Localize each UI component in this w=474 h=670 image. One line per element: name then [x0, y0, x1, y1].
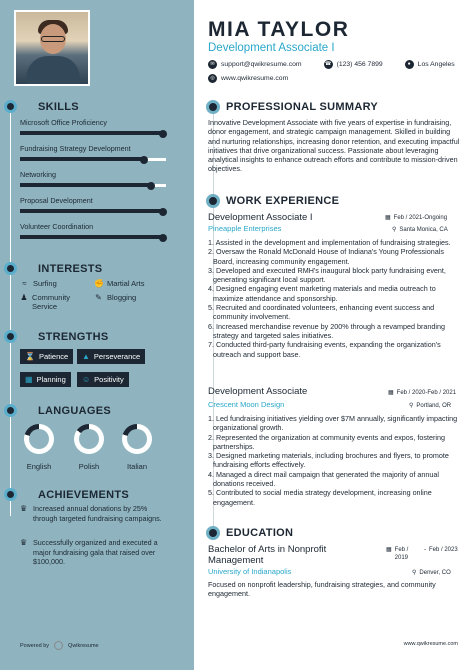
job-bullet: 1. Assisted in the development and implementation of fundraising strategies. — [208, 238, 451, 247]
skill-label: Fundraising Strategy Development — [20, 144, 131, 153]
skills-heading: SKILLS — [38, 101, 79, 113]
calendar-icon: ▦ — [385, 215, 391, 221]
blogging-icon: ✎ — [95, 293, 102, 302]
job-dates — [388, 389, 456, 396]
trophy-icon: ♛ — [20, 538, 28, 547]
language-ring — [24, 424, 54, 454]
job-bullet: 2. Represented the organization at community events and expos, fostering partnerships. — [208, 432, 445, 451]
job-bullet: 4. Designed engaging event marketing materials and media outreach to maximize attendance and sponsorship. — [208, 284, 436, 303]
interests-section-dot — [4, 262, 17, 275]
edu-end — [424, 546, 458, 554]
strength-label: Planning — [36, 375, 66, 384]
experience-heading: WORK EXPERIENCE — [226, 195, 340, 207]
degree-title: Bachelor of Arts in Nonprofit Management — [208, 544, 327, 566]
edu-end-text: Feb / 2023 — [429, 547, 458, 553]
job-location — [409, 402, 451, 409]
education-heading: EDUCATION — [226, 527, 294, 539]
skill-bar — [20, 210, 166, 213]
profile-photo — [14, 10, 90, 86]
achievements-heading: ACHIEVEMENTS — [38, 489, 129, 501]
interest-label: Martial Arts — [107, 279, 145, 288]
job-bullet: 3. Designed marketing materials, including brochures and flyers, to promote fundraising efforts effectively. — [208, 451, 449, 470]
qwikresume-logo-icon — [54, 641, 63, 650]
website-text[interactable]: www.qwikresume.com — [221, 75, 289, 82]
location-pin-icon: ⚲ — [392, 227, 397, 233]
job-bullets — [208, 238, 463, 359]
contact-line-1 — [208, 60, 455, 69]
interest-item — [94, 279, 145, 288]
email-icon: ✉ — [208, 60, 217, 69]
education-description: Focused on nonprofit leadership, fundraising strategies, and community engagement. — [208, 580, 436, 599]
contact-line-2 — [208, 74, 288, 83]
achievements-section-dot — [4, 488, 17, 501]
job-location-text: Santa Monica, CA — [399, 226, 448, 233]
calendar-icon: ▦ — [386, 547, 392, 553]
powered-by-text: Powered by — [20, 642, 50, 649]
edu-start — [386, 546, 420, 562]
strength-tag — [20, 372, 71, 387]
phone-text: (123) 456 7899 — [336, 61, 383, 68]
job-bullet: 7. Conducted third-party fundraising events, expanding the organization's outreach and support base. — [208, 340, 441, 359]
language-label: English — [26, 462, 52, 471]
strengths-section-dot — [4, 330, 17, 343]
job-bullet: 5. Contributed to social media strategy development, increasing online engagement. — [208, 488, 432, 507]
surfing-icon: ≈ — [22, 279, 27, 288]
trophy-icon: ♛ — [20, 504, 28, 513]
interest-label: Blogging — [107, 293, 137, 302]
language-label: Polish — [78, 462, 100, 471]
phone-icon: ☎ — [324, 61, 332, 67]
strength-tag — [77, 372, 129, 387]
language-ring — [122, 424, 152, 454]
summary-section-dot — [206, 100, 220, 114]
job-dates-text: Feb / 2021-Ongoing — [393, 214, 448, 221]
job-location-text: Portland, OR — [416, 402, 452, 409]
job-bullet: 4. Managed a direct mail campaign that generated the majority of annual donations received. — [208, 469, 439, 489]
job-bullet: 6. Increased merchandise revenue by 200% through a revamped branding strategy and targeted sales initiatives. — [208, 321, 445, 340]
interest-item — [94, 293, 136, 302]
job-dates — [385, 214, 447, 221]
experience-section-dot — [206, 194, 220, 208]
footer-website[interactable]: www.qwikresume.com — [403, 641, 458, 647]
job-title: Development Associate — [208, 386, 308, 397]
community-icon: ♟ — [20, 293, 28, 302]
date-dash: - — [424, 547, 426, 553]
summary-heading: PROFESSIONAL SUMMARY — [226, 101, 379, 113]
interest-item — [20, 279, 57, 288]
strength-label: Positivity — [94, 375, 124, 384]
location-text: Los Angeles — [417, 61, 455, 68]
company-name: Crescent Moon Design — [208, 400, 285, 409]
summary-text: Innovative Development Associate with five years of expertise in fundraising, donor engagement, and strategic campaign management. Skilled in building and nurturing relationships, increasing donor retention, and executing impactful initiatives that drive organizational success. Passionate about leveraging analytical insights to enhance outreach efforts and contribute to mission-driven objectives. — [208, 118, 460, 174]
strength-label: Patience — [38, 352, 69, 361]
edu-start-text: Feb / 2019 — [394, 547, 409, 561]
candidate-name: MIA TAYLOR — [208, 18, 350, 41]
job-bullet: 5. Recruited and coordinated volunteers, enhancing event success and community involvement. — [208, 303, 435, 322]
strength-label: Perseverance — [93, 352, 141, 361]
job-bullet: 1. Led fundraising initiatives yielding over $7M annually, significantly impacting organizational growth. — [208, 414, 458, 433]
sidebar-timeline — [10, 106, 11, 516]
edu-location-text: Denver, CO — [419, 569, 451, 576]
job-location — [392, 226, 448, 233]
skill-bar — [20, 132, 166, 135]
edu-location — [412, 569, 451, 576]
job-bullet: 3. Developed and executed RMH's inaugural block party fundraising event, generating significant local support. — [208, 265, 446, 285]
job-bullets — [208, 414, 463, 507]
school-name: University of Indianapolis — [208, 567, 292, 576]
achievement-text: Increased annual donations by 25% through targeted fundraising campaigns. — [33, 504, 162, 523]
footer-powered-by — [20, 641, 99, 650]
martial-arts-icon: ✊ — [94, 279, 104, 288]
candidate-title: Development Associate I — [208, 42, 335, 54]
languages-section-dot — [4, 404, 17, 417]
achievement-item — [20, 538, 170, 567]
achievement-text: Successfully organized and executed a major fundraising gala that raised over $100,000. — [33, 538, 158, 566]
skill-bar — [20, 158, 166, 161]
language-ring — [74, 424, 104, 454]
brand-text[interactable]: Qwikresume — [68, 642, 99, 649]
calendar-icon: ▦ — [388, 390, 394, 396]
location-pin-icon: ⚲ — [409, 403, 414, 409]
strength-tag — [20, 349, 73, 364]
languages-heading: LANGUAGES — [38, 405, 111, 417]
location-pin-icon: ⚲ — [412, 570, 417, 576]
skill-bar — [20, 184, 166, 187]
strengths-heading: STRENGTHS — [38, 331, 109, 343]
email-text[interactable]: support@qwikresume.com — [221, 61, 302, 68]
skills-section-dot — [4, 100, 17, 113]
job-dates-text: Feb / 2020-Feb / 2021 — [396, 389, 457, 396]
calendar-icon: ▦ — [25, 375, 33, 384]
mountain-icon: ▲ — [82, 352, 90, 361]
skill-label: Proposal Development — [20, 196, 93, 205]
interest-label: Surfing — [33, 279, 57, 288]
education-section-dot — [206, 526, 220, 540]
interest-label: Community Service — [32, 293, 70, 311]
skill-bar — [20, 236, 166, 239]
achievement-item — [20, 504, 170, 523]
interest-item — [20, 293, 90, 311]
company-name: Pineapple Enterprises — [208, 224, 282, 233]
location-icon: ● — [405, 60, 414, 69]
skill-label: Networking — [20, 170, 56, 179]
globe-icon: ◎ — [208, 74, 217, 83]
hourglass-icon: ⌛ — [25, 352, 35, 361]
skill-label: Microsoft Office Proficiency — [20, 118, 107, 127]
interests-heading: INTERESTS — [38, 263, 103, 275]
language-label: Italian — [126, 462, 147, 471]
skill-label: Volunteer Coordination — [20, 222, 94, 231]
job-title: Development Associate I — [208, 212, 313, 223]
positivity-icon: ☺ — [82, 375, 91, 384]
strength-tag — [77, 349, 145, 364]
job-bullet: 2. Oversaw the Ronald McDonald House of Indiana's Young Professionals Board, increasing community engagement. — [208, 247, 444, 266]
